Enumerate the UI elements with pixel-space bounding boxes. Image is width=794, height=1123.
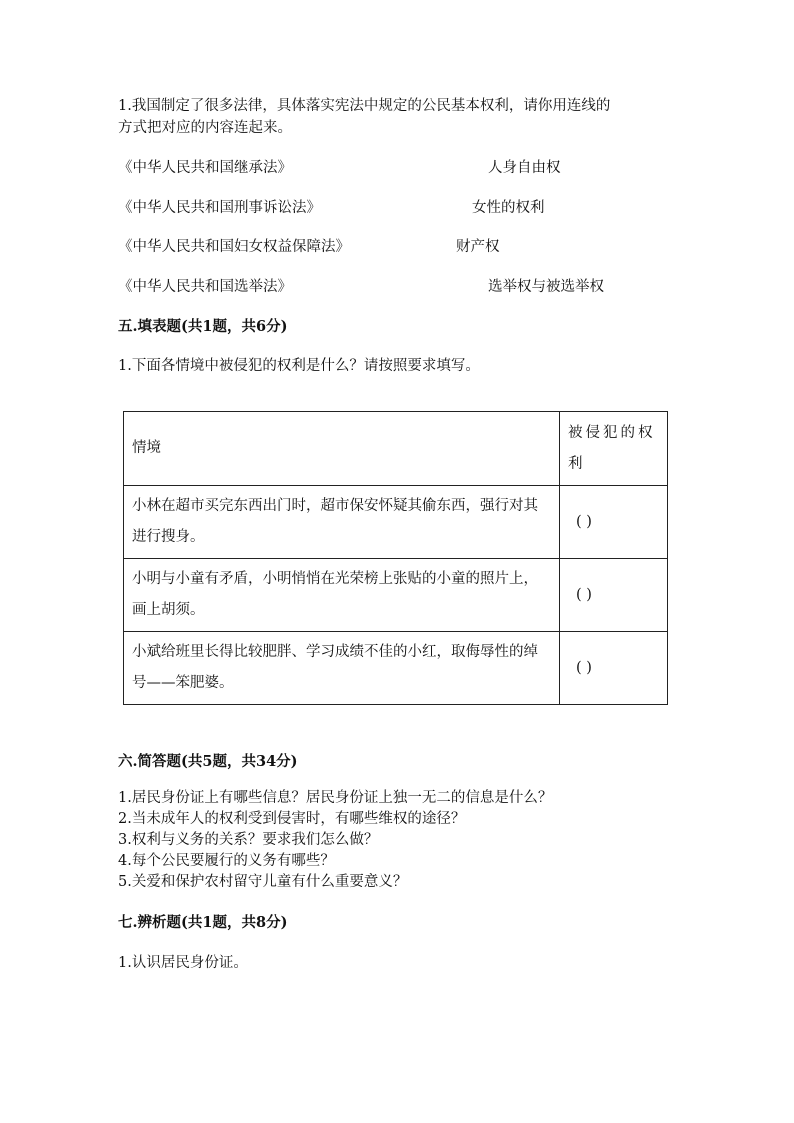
short-answer-question: 4.每个公民要履行的义务有哪些？: [118, 853, 335, 869]
short-answer-question: 2.当未成年人的权利受到侵害时，有哪些维权的途径？: [118, 811, 466, 827]
answer-parentheses: ( ): [576, 586, 592, 603]
context-cell: 小斌给班里长得比较肥胖、学习成绩不佳的小红，取侮辱性的绰号——笨肥婆。: [124, 632, 560, 705]
table-row: [124, 632, 668, 705]
law-item: 《中华人民共和国刑事诉讼法》: [118, 200, 321, 216]
answer-blank[interactable]: [560, 486, 668, 559]
header-right: 被侵犯的权利: [560, 412, 668, 486]
short-answer-question: 1.居民身份证上有哪些信息？居民身份证上独一无二的信息是什么？: [118, 790, 553, 806]
law-item: 《中华人民共和国妇女权益保障法》: [118, 239, 350, 255]
fill-table-question: 1.下面各情境中被侵犯的权利是什么？请按照要求填写。: [118, 358, 480, 374]
table-header-row: [124, 412, 668, 486]
matching-question: [118, 95, 678, 139]
table-row: [124, 486, 668, 559]
law-item: 《中华人民共和国选举法》: [118, 279, 292, 295]
answer-parentheses: ( ): [576, 659, 592, 676]
table-row: [124, 559, 668, 632]
matching-question-line1: 1.我国制定了很多法律，具体落实宪法中规定的公民基本权利，请你用连线的: [118, 98, 611, 114]
context-cell: 小林在超市买完东西出门时，超市保安怀疑其偷东西，强行对其进行搜身。: [124, 486, 560, 559]
answer-blank[interactable]: [560, 559, 668, 632]
right-item: 选举权与被选举权: [488, 279, 604, 295]
section-title: 七.辨析题(共1题，共8分): [118, 914, 288, 931]
context-cell: 小明与小童有矛盾，小明悄悄在光荣榜上张贴的小童的照片上，画上胡须。: [124, 559, 560, 632]
right-item: 女性的权利: [472, 200, 545, 216]
short-answer-list: [118, 788, 552, 893]
rights-table: [123, 411, 668, 705]
matching-question-line2: 方式把对应的内容连起来。: [118, 120, 292, 136]
right-item: 人身自由权: [488, 160, 561, 176]
section-title: 五.填表题(共1题，共6分): [118, 318, 288, 335]
short-answer-question: 3.权利与义务的关系？要求我们怎么做？: [118, 832, 379, 848]
short-answer-question: 5.关爱和保护农村留守儿童有什么重要意义？: [118, 874, 408, 890]
header-context: 情境: [124, 412, 560, 486]
answer-parentheses: ( ): [576, 513, 592, 530]
section-title: 六.简答题(共5题，共34分): [118, 753, 298, 770]
right-item: 财产权: [456, 239, 500, 255]
law-item: 《中华人民共和国继承法》: [118, 160, 292, 176]
answer-blank[interactable]: [560, 632, 668, 705]
analysis-question: 1.认识居民身份证。: [118, 955, 248, 971]
